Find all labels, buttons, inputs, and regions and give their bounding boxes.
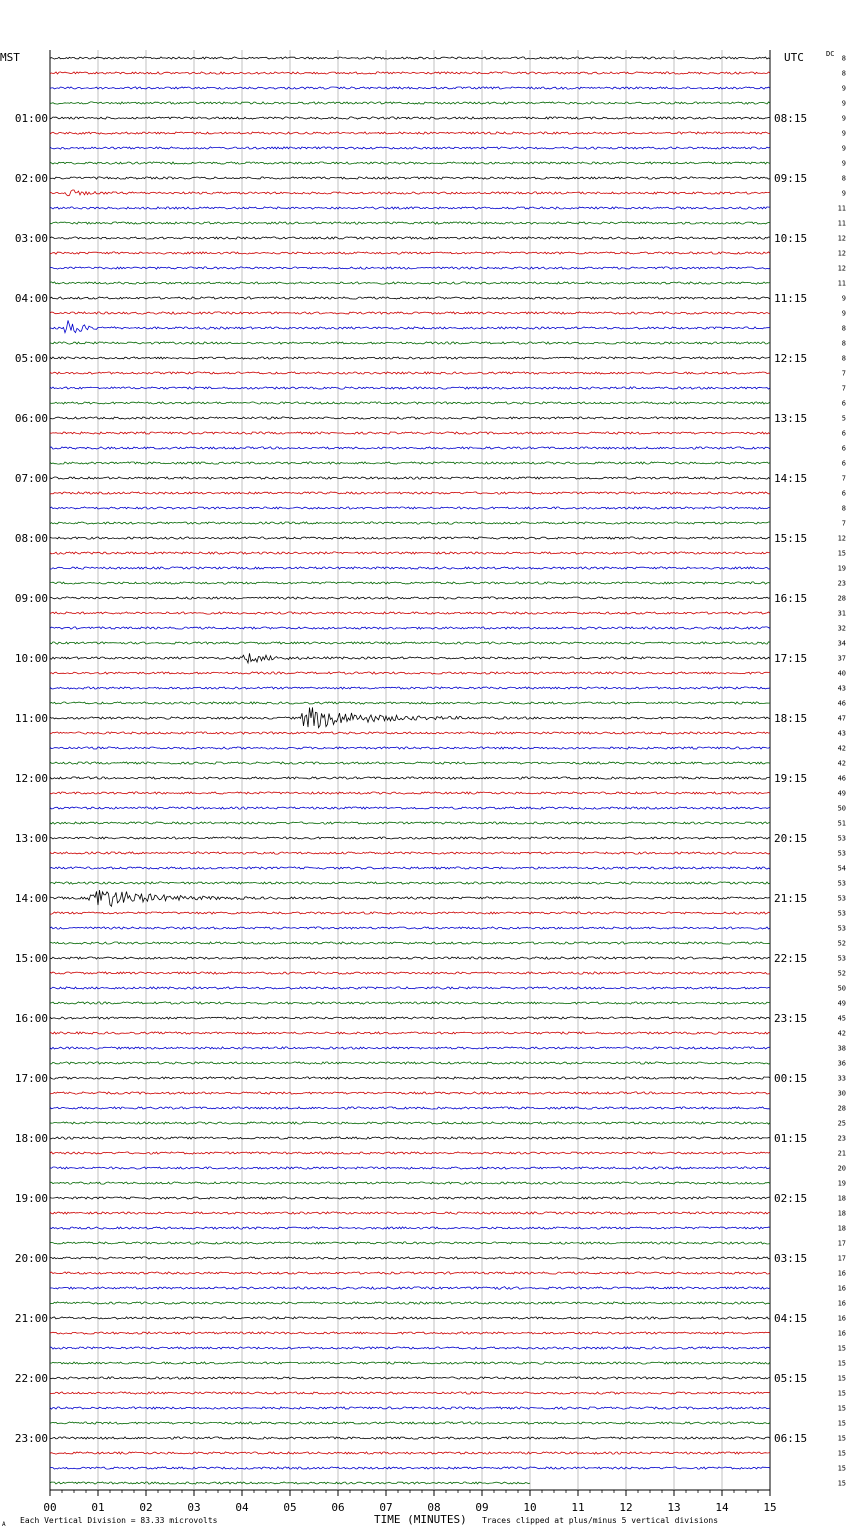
mst-hour-label: 10:00 bbox=[14, 652, 48, 665]
dc-offset-label: 42 bbox=[837, 1029, 846, 1038]
dc-offset-label: 51 bbox=[837, 819, 846, 828]
dc-offset-label: 15 bbox=[837, 1389, 846, 1398]
utc-hour-label: 19:15 bbox=[774, 772, 808, 785]
dc-offset-label: 12 bbox=[837, 264, 846, 273]
utc-hour-label: 04:15 bbox=[774, 1312, 808, 1325]
dc-offset-label: 9 bbox=[841, 84, 846, 93]
dc-offset-label: 28 bbox=[837, 1104, 846, 1113]
x-tick-label: 14 bbox=[715, 1501, 729, 1514]
dc-offset-label: 9 bbox=[841, 294, 846, 303]
dc-offset-label: 7 bbox=[841, 369, 846, 378]
dc-offset-label: 6 bbox=[841, 444, 846, 453]
dc-offset-label: 8 bbox=[841, 174, 846, 183]
dc-offset-label: 6 bbox=[841, 459, 846, 468]
dc-offset-label: 36 bbox=[837, 1059, 846, 1068]
mst-hour-label: 01:00 bbox=[14, 112, 48, 125]
dc-offset-label: 43 bbox=[837, 684, 846, 693]
dc-offset-label: 17 bbox=[837, 1239, 846, 1248]
dc-offset-label: 45 bbox=[837, 1014, 846, 1023]
dc-offset-label: 5 bbox=[841, 414, 846, 423]
x-tick-label: 03 bbox=[187, 1501, 201, 1514]
dc-offset-label: 21 bbox=[837, 1149, 846, 1158]
dc-offset-label: 53 bbox=[837, 954, 846, 963]
dc-offset-label: 25 bbox=[837, 1119, 846, 1128]
dc-offset-label: 18 bbox=[837, 1194, 846, 1203]
dc-offset-label: 15 bbox=[837, 1359, 846, 1368]
dc-offset-label: 11 bbox=[837, 204, 846, 213]
mst-hour-label: 20:00 bbox=[14, 1252, 48, 1265]
mst-hour-label: 07:00 bbox=[14, 472, 48, 485]
utc-hour-label: 23:15 bbox=[774, 1012, 808, 1025]
dc-offset-label: 16 bbox=[837, 1329, 846, 1338]
dc-offset-label: 6 bbox=[841, 429, 846, 438]
dc-offset-label: 54 bbox=[837, 864, 846, 873]
dc-offset-label: 15 bbox=[837, 1419, 846, 1428]
utc-hour-label: 02:15 bbox=[774, 1192, 808, 1205]
mst-hour-label: 06:00 bbox=[14, 412, 48, 425]
dc-offset-label: 12 bbox=[837, 534, 846, 543]
x-tick-label: 08 bbox=[427, 1501, 441, 1514]
dc-offset-label: 15 bbox=[837, 1404, 846, 1413]
mst-hour-label: 15:00 bbox=[14, 952, 48, 965]
dc-offset-label: 28 bbox=[837, 594, 846, 603]
dc-offset-label: 9 bbox=[841, 114, 846, 123]
dc-offset-label: 19 bbox=[837, 564, 846, 573]
utc-hour-label: 03:15 bbox=[774, 1252, 808, 1265]
utc-hour-label: 16:15 bbox=[774, 592, 808, 605]
x-tick-label: 06 bbox=[331, 1501, 345, 1514]
dc-offset-label: 50 bbox=[837, 804, 846, 813]
utc-hour-label: 00:15 bbox=[774, 1072, 808, 1085]
dc-offset-label: 8 bbox=[841, 354, 846, 363]
mst-hour-label: 03:00 bbox=[14, 232, 48, 245]
dc-offset-label: 46 bbox=[837, 774, 846, 783]
mst-hour-label: 09:00 bbox=[14, 592, 48, 605]
dc-offset-label: 8 bbox=[841, 324, 846, 333]
mst-hour-label: 21:00 bbox=[14, 1312, 48, 1325]
dc-offset-label: 15 bbox=[837, 1434, 846, 1443]
utc-hour-label: 09:15 bbox=[774, 172, 808, 185]
dc-offset-label: 8 bbox=[841, 339, 846, 348]
mst-hour-label: 08:00 bbox=[14, 532, 48, 545]
dc-offset-label: 7 bbox=[841, 474, 846, 483]
mst-hour-label: 02:00 bbox=[14, 172, 48, 185]
dc-offset-label: 9 bbox=[841, 99, 846, 108]
dc-offset-label: 53 bbox=[837, 894, 846, 903]
dc-offset-label: 42 bbox=[837, 759, 846, 768]
utc-hour-label: 01:15 bbox=[774, 1132, 808, 1145]
dc-offset-label: 23 bbox=[837, 579, 846, 588]
mst-hour-label: 16:00 bbox=[14, 1012, 48, 1025]
dc-offset-label: 9 bbox=[841, 189, 846, 198]
dc-offset-label: 18 bbox=[837, 1209, 846, 1218]
dc-offset-label: 53 bbox=[837, 879, 846, 888]
utc-hour-label: 05:15 bbox=[774, 1372, 808, 1385]
dc-offset-label: 40 bbox=[837, 669, 846, 678]
mst-hour-label: 22:00 bbox=[14, 1372, 48, 1385]
x-tick-label: 01 bbox=[91, 1501, 105, 1514]
dc-offset-label: 8 bbox=[841, 504, 846, 513]
utc-hour-label: 10:15 bbox=[774, 232, 808, 245]
dc-offset-label: 43 bbox=[837, 729, 846, 738]
dc-offset-label: 15 bbox=[837, 1344, 846, 1353]
dc-offset-label: 52 bbox=[837, 969, 846, 978]
dc-offset-label: 7 bbox=[841, 519, 846, 528]
dc-offset-label: 16 bbox=[837, 1314, 846, 1323]
dc-offset-label: 11 bbox=[837, 279, 846, 288]
dc-offset-label: 34 bbox=[837, 639, 846, 648]
dc-offset-label: 53 bbox=[837, 849, 846, 858]
dc-offset-label: 31 bbox=[837, 609, 846, 618]
dc-offset-label: 9 bbox=[841, 159, 846, 168]
x-axis-title: TIME (MINUTES) bbox=[374, 1513, 467, 1526]
dc-offset-label: 16 bbox=[837, 1299, 846, 1308]
dc-offset-label: 15 bbox=[837, 1374, 846, 1383]
footer-mark: A bbox=[2, 1521, 6, 1528]
dc-offset-label: 23 bbox=[837, 1134, 846, 1143]
dc-offset-label: 46 bbox=[837, 699, 846, 708]
dc-offset-label: 16 bbox=[837, 1269, 846, 1278]
x-tick-label: 10 bbox=[523, 1501, 537, 1514]
dc-offset-label: 20 bbox=[837, 1164, 846, 1173]
mst-hour-label: 04:00 bbox=[14, 292, 48, 305]
dc-offset-label: 9 bbox=[841, 129, 846, 138]
utc-hour-label: 20:15 bbox=[774, 832, 808, 845]
utc-hour-label: 08:15 bbox=[774, 112, 808, 125]
dc-offset-label: 6 bbox=[841, 399, 846, 408]
mst-hour-label: 17:00 bbox=[14, 1072, 48, 1085]
dc-offset-label: 15 bbox=[837, 1464, 846, 1473]
utc-hour-label: 06:15 bbox=[774, 1432, 808, 1445]
dc-header-label: DC bbox=[826, 50, 835, 58]
utc-hour-label: 14:15 bbox=[774, 472, 808, 485]
utc-hour-label: 21:15 bbox=[774, 892, 808, 905]
dc-offset-label: 11 bbox=[837, 219, 846, 228]
x-tick-label: 15 bbox=[763, 1501, 777, 1514]
x-tick-label: 02 bbox=[139, 1501, 153, 1514]
mst-hour-label: 18:00 bbox=[14, 1132, 48, 1145]
dc-offset-label: 30 bbox=[837, 1089, 846, 1098]
dc-offset-label: 9 bbox=[841, 309, 846, 318]
dc-offset-label: 49 bbox=[837, 999, 846, 1008]
vertical-scale-note: Each Vertical Division = 83.33 microvolts bbox=[20, 1516, 218, 1525]
utc-hour-label: 18:15 bbox=[774, 712, 808, 725]
clipping-note: Traces clipped at plus/minus 5 vertical divisions bbox=[482, 1516, 719, 1525]
left-timezone-label: MST bbox=[0, 51, 20, 64]
right-timezone-label: UTC bbox=[784, 51, 804, 64]
utc-hour-label: 11:15 bbox=[774, 292, 808, 305]
dc-offset-label: 18 bbox=[837, 1224, 846, 1233]
dc-offset-label: 19 bbox=[837, 1179, 846, 1188]
mst-hour-label: 05:00 bbox=[14, 352, 48, 365]
x-tick-label: 09 bbox=[475, 1501, 489, 1514]
mst-hour-label: 13:00 bbox=[14, 832, 48, 845]
dc-offset-label: 53 bbox=[837, 924, 846, 933]
x-tick-label: 12 bbox=[619, 1501, 633, 1514]
dc-offset-label: 38 bbox=[837, 1044, 846, 1053]
dc-offset-label: 15 bbox=[837, 1479, 846, 1488]
dc-offset-label: 16 bbox=[837, 1284, 846, 1293]
mst-hour-label: 19:00 bbox=[14, 1192, 48, 1205]
dc-offset-label: 15 bbox=[837, 549, 846, 558]
x-tick-label: 13 bbox=[667, 1501, 681, 1514]
dc-offset-label: 8 bbox=[841, 54, 846, 63]
dc-offset-label: 53 bbox=[837, 834, 846, 843]
mst-hour-label: 12:00 bbox=[14, 772, 48, 785]
x-tick-label: 05 bbox=[283, 1501, 297, 1514]
dc-offset-label: 47 bbox=[837, 714, 846, 723]
utc-hour-label: 15:15 bbox=[774, 532, 808, 545]
dc-offset-label: 15 bbox=[837, 1449, 846, 1458]
dc-offset-label: 37 bbox=[837, 654, 846, 663]
dc-offset-label: 32 bbox=[837, 624, 846, 633]
dc-offset-label: 12 bbox=[837, 234, 846, 243]
x-tick-label: 07 bbox=[379, 1501, 393, 1514]
x-tick-label: 00 bbox=[43, 1501, 57, 1514]
dc-offset-label: 7 bbox=[841, 384, 846, 393]
dc-offset-label: 8 bbox=[841, 69, 846, 78]
dc-offset-label: 33 bbox=[837, 1074, 846, 1083]
x-tick-label: 04 bbox=[235, 1501, 249, 1514]
mst-hour-label: 23:00 bbox=[14, 1432, 48, 1445]
dc-offset-label: 50 bbox=[837, 984, 846, 993]
dc-offset-label: 49 bbox=[837, 789, 846, 798]
dc-offset-label: 9 bbox=[841, 144, 846, 153]
utc-hour-label: 12:15 bbox=[774, 352, 808, 365]
dc-offset-label: 17 bbox=[837, 1254, 846, 1263]
mst-hour-label: 11:00 bbox=[14, 712, 48, 725]
dc-offset-label: 53 bbox=[837, 909, 846, 918]
utc-hour-label: 13:15 bbox=[774, 412, 808, 425]
utc-hour-label: 17:15 bbox=[774, 652, 808, 665]
dc-offset-label: 52 bbox=[837, 939, 846, 948]
mst-hour-label: 14:00 bbox=[14, 892, 48, 905]
dc-offset-label: 6 bbox=[841, 489, 846, 498]
dc-offset-label: 12 bbox=[837, 249, 846, 258]
dc-offset-label: 42 bbox=[837, 744, 846, 753]
x-tick-label: 11 bbox=[571, 1501, 585, 1514]
utc-hour-label: 22:15 bbox=[774, 952, 808, 965]
